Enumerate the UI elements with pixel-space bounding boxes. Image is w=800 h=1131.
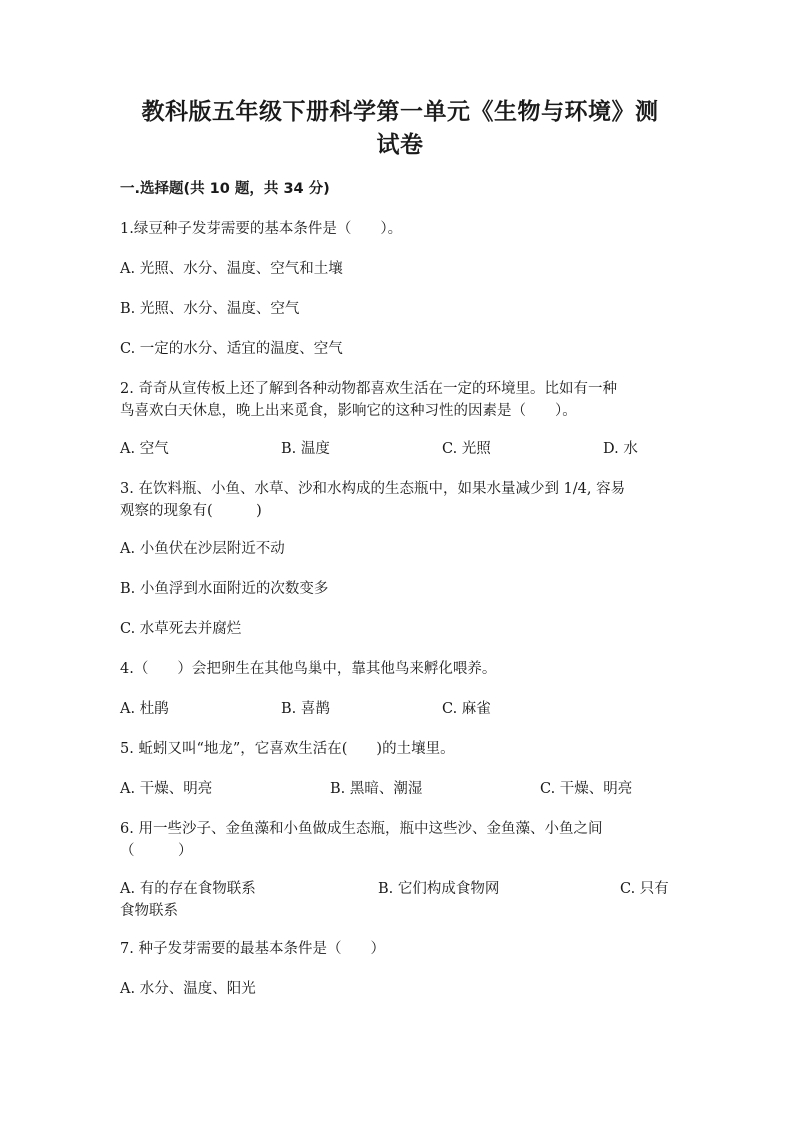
question-4-option-c: C. 麻雀: [442, 701, 491, 717]
question-4-option-b: B. 喜鹊: [281, 701, 330, 717]
question-6-option-c-wrap: 食物联系: [120, 903, 178, 919]
question-2-option-b: B. 温度: [281, 441, 330, 457]
question-3-stem-line-2: 观察的现象有( ): [120, 503, 262, 519]
question-2-stem-line-1: 2. 奇奇从宣传板上还了解到各种动物都喜欢生活在一定的环境里。比如有一种: [120, 381, 617, 397]
question-2-option-a: A. 空气: [120, 441, 169, 457]
question-2-option-c: C. 光照: [442, 441, 491, 457]
question-5-stem: 5. 蚯蚓又叫“地龙”，它喜欢生活在( )的土壤里。: [120, 741, 455, 757]
question-1-option-b: B. 光照、水分、温度、空气: [120, 301, 300, 317]
question-6-stem-line-2: （ ）: [120, 843, 193, 859]
question-7-stem: 7. 种子发芽需要的最基本条件是（ ）: [120, 941, 385, 957]
title-line-1: 教科版五年级下册科学第一单元《生物与环境》测: [141, 99, 659, 125]
question-3-stem-line-1: 3. 在饮料瓶、小鱼、水草、沙和水构成的生态瓶中，如果水量减少到 1/4, 容易: [120, 481, 626, 497]
question-1-option-c: C. 一定的水分、适宜的温度、空气: [120, 341, 343, 357]
question-6-option-c: C. 只有: [620, 881, 669, 897]
question-2-stem-line-2: 鸟喜欢白天休息，晚上出来觅食，影响它的这种习性的因素是（ ）。: [120, 403, 577, 419]
question-1-option-a: A. 光照、水分、温度、空气和土壤: [120, 261, 343, 277]
question-1-stem: 1.绿豆种子发芽需要的基本条件是（ ）。: [120, 221, 403, 237]
question-2-option-d: D. 水: [603, 441, 638, 457]
question-6-option-b: B. 它们构成食物网: [378, 881, 500, 897]
question-3-option-b: B. 小鱼浮到水面附近的次数变多: [120, 581, 329, 597]
question-4-option-a: A. 杜鹃: [120, 701, 169, 717]
question-5-option-c: C. 干燥、明亮: [540, 781, 633, 797]
question-3-option-c: C. 水草死去并腐烂: [120, 621, 242, 637]
page-title: [120, 96, 680, 162]
question-6-option-a: A. 有的存在食物联系: [120, 881, 256, 897]
question-3-option-a: A. 小鱼伏在沙层附近不动: [120, 541, 285, 557]
question-7-option-a: A. 水分、温度、阳光: [120, 981, 256, 997]
question-5-option-a: A. 干燥、明亮: [120, 781, 213, 797]
question-6-stem-line-1: 6. 用一些沙子、金鱼藻和小鱼做成生态瓶，瓶中这些沙、金鱼藻、小鱼之间: [120, 821, 603, 837]
question-5-option-b: B. 黑暗、潮湿: [330, 781, 423, 797]
question-4-stem: 4.（ ）会把卵生在其他鸟巢中，靠其他鸟来孵化喂养。: [120, 661, 497, 677]
section-heading: 一.选择题(共 10 题，共 34 分): [120, 181, 330, 197]
title-line-2: 试卷: [376, 132, 424, 158]
